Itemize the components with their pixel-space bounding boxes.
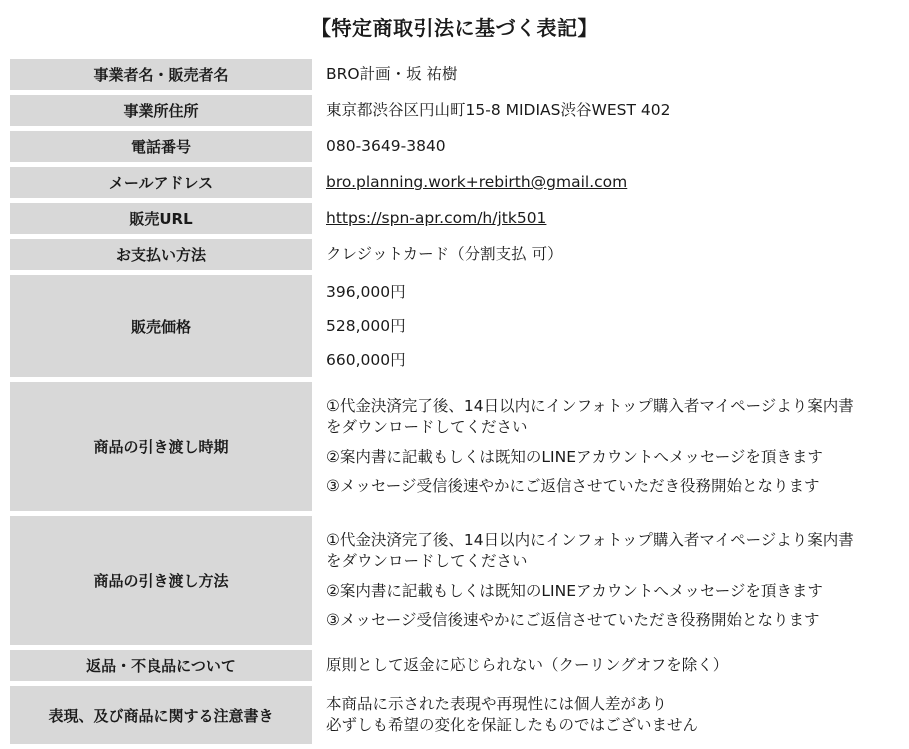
page-title: 【特定商取引法に基づく表記】	[311, 16, 598, 40]
table-row	[10, 95, 899, 126]
table-row	[10, 203, 899, 234]
row-value-payment: クレジットカード（分割支払 可）	[312, 239, 899, 270]
step-text: ①代金決済完了後、14日以内にインフォトップ購入者マイページより案内書	[326, 530, 854, 549]
row-label-payment: お支払い方法	[10, 239, 312, 270]
row-value-returns: 原則として返金に応じられない（クーリングオフを除く）	[312, 650, 899, 681]
row-value-price	[312, 275, 899, 377]
row-label-returns: 返品・不良品について	[10, 650, 312, 681]
step-text: ②案内書に記載もしくは既知のLINEアカウントへメッセージを頂きます	[326, 581, 823, 600]
price-option: 528,000円	[326, 317, 406, 335]
email-link[interactable]: bro.planning.work+rebirth@gmail.com	[326, 173, 628, 192]
row-value-seller: BRO計画・坂 祐樹	[312, 59, 899, 90]
table-row	[10, 131, 899, 162]
table-row	[10, 239, 899, 270]
step-text: ②案内書に記載もしくは既知のLINEアカウントへメッセージを頂きます	[326, 447, 823, 466]
row-value-phone: 080-3649-3840	[312, 131, 899, 162]
table-row	[10, 275, 899, 377]
price-option: 396,000円	[326, 283, 406, 301]
step-text: をダウンロードしてください	[326, 417, 528, 436]
row-value-delivery-method	[312, 516, 899, 645]
legal-notice-table	[10, 54, 899, 749]
row-value-notice	[312, 686, 899, 744]
row-label-seller: 事業者名・販売者名	[10, 59, 312, 90]
sales-url-link[interactable]: https://spn-apr.com/h/jtk501	[326, 209, 547, 228]
row-label-phone: 電話番号	[10, 131, 312, 162]
row-label-delivery-method: 商品の引き渡し方法	[10, 516, 312, 645]
table-row	[10, 650, 899, 681]
row-value-address: 東京都渋谷区円山町15-8 MIDIAS渋谷WEST 402	[312, 95, 899, 126]
table-row	[10, 686, 899, 744]
step-text: ③メッセージ受信後速やかにご返信させていただき役務開始となります	[326, 477, 820, 496]
row-label-delivery-time: 商品の引き渡し時期	[10, 382, 312, 511]
row-label-email: メールアドレス	[10, 167, 312, 198]
step-text: ①代金決済完了後、14日以内にインフォトップ購入者マイページより案内書	[326, 396, 854, 415]
table-row	[10, 382, 899, 511]
row-label-notice: 表現、及び商品に関する注意書き	[10, 686, 312, 744]
table-row	[10, 516, 899, 645]
row-label-price: 販売価格	[10, 275, 312, 377]
row-value-delivery-time	[312, 382, 899, 511]
price-option: 660,000円	[326, 351, 406, 369]
step-text: をダウンロードしてください	[326, 551, 528, 570]
row-label-url: 販売URL	[10, 203, 312, 234]
notice-line: 必ずしも希望の変化を保証したものではございません	[326, 716, 699, 734]
table-row	[10, 59, 899, 90]
notice-line: 本商品に示された表現や再現性には個人差があり	[326, 695, 668, 714]
table-row	[10, 167, 899, 198]
step-text: ③メッセージ受信後速やかにご返信させていただき役務開始となります	[326, 611, 820, 630]
row-label-address: 事業所住所	[10, 95, 312, 126]
